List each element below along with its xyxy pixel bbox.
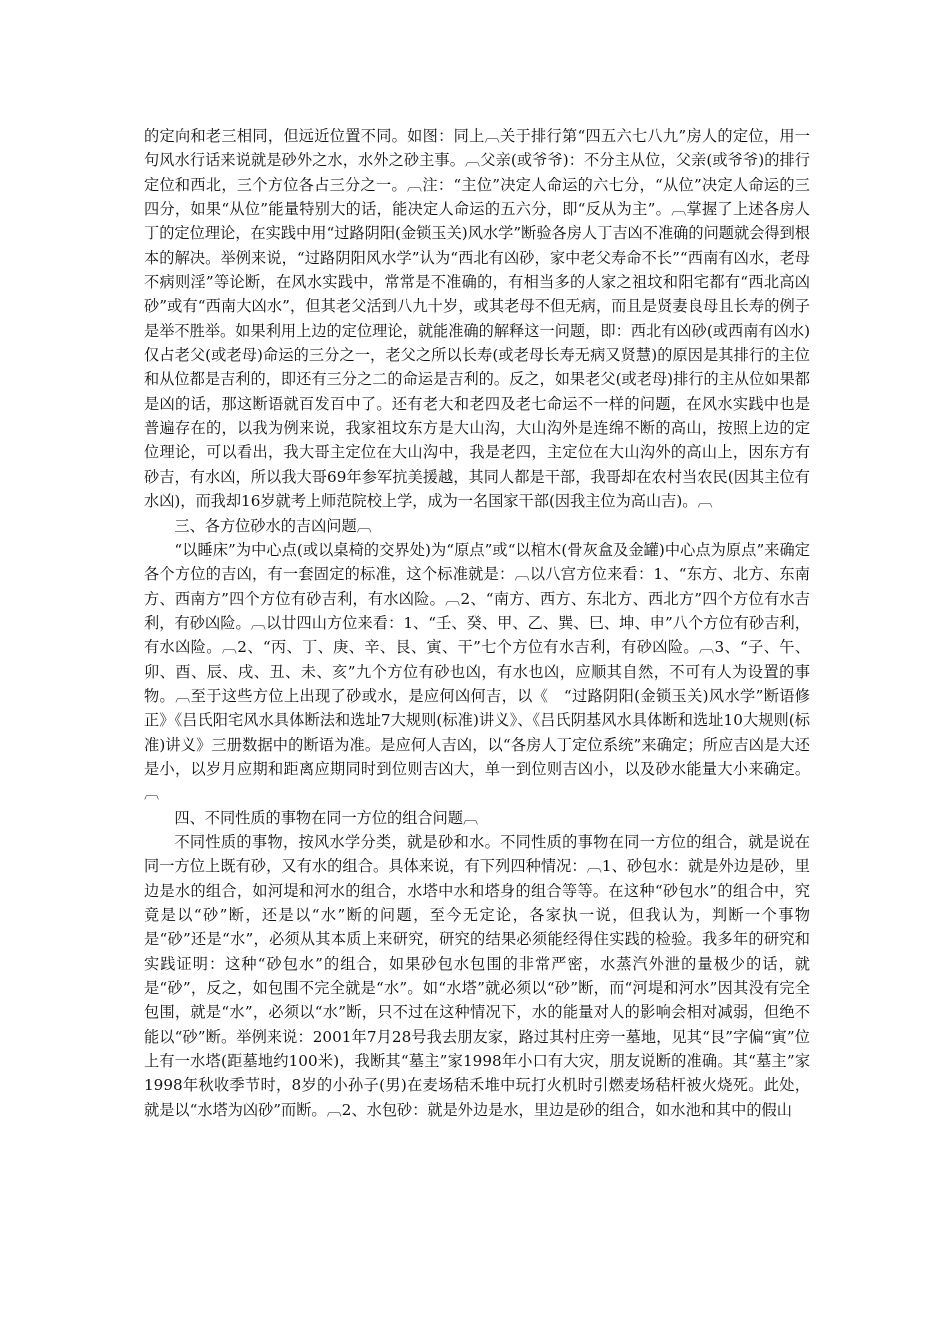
heading-section-4: 四、不同性质的事物在同一方位的组合问题︹ (174, 808, 479, 827)
paragraph-direction-standards: “以睡床”为中心点(或以桌椅的交界处)为“原点”或“以棺木(骨灰盒及金罐)中心点为原点”来确定各个方位的吉凶，有一套固定的标准，这个标准就是：︹以八宫方位来看：1、“东方、北方、东南方、西南方”四个方位有砂吉利，有水凶险。︹2、“南方、西方、东北方、西北方”四个方位有水吉利，有砂凶险。︹以廿四山方位来看：1、“壬、癸、甲、乙、巽、巳、坤、申”八个方位有砂吉利，有水凶险。︹2、“丙、丁、庚、辛、艮、寅、干”七个方位有水吉利，有砂凶险。︹3、“子、午、卯、酉、辰、戌、丑、未、亥”九个方位有砂也凶，有水也凶，应顺其自然，不可有人为设置的事物。︹至于这些方位上出现了砂或水，是应何凶何吉，以《 “过路阴阳(金锁玉关)风水学”断语修正》《吕氏阳宅风水具体断法和选址7大规则(标准)讲义》、《吕氏阴基风水具体断和选址10大规则(标准)讲义》三册数据中的断语为准。是应何人吉凶，以“各房人丁定位系统”来确定；所应吉凶是大还是小，以岁月应期和距离应期同时到位则吉凶大，单一到位则吉凶小，以及砂水能量大小来确定。︹ (144, 540, 810, 803)
paragraph-combinations: 不同性质的事物，按风水学分类，就是砂和水。不同性质的事物在同一方位的组合，就是说在同一方位上既有砂，又有水的组合。具体来说，有下列四种情况：︹1、砂包水：就是外边是砂，里边是水的组合，如河堤和河水的组合，水塔中水和塔身的组合等等。在这种“砂包水”的组合中，究竟是以“砂”断，还是以“水”断的问题，至今无定论，各家执一说，但我认为，判断一个事物是“砂”还是“水”，必须从其本质上来研究，研究的结果必须能经得住实践的检验。我多年的研究和实践证明：这种“砂包水”的组合，如果砂包水包围的非常严密，水蒸汽外泄的量极少的话，就是“砂”，反之，如包围不完全就是“水”。如“水塔”就必须以“砂”断，而“河堤和河水”因其没有完全包围，就是“水”，必须以“水”断，只不过在这种情况下，水的能量对人的影响会相对减弱，但绝不能以“砂”断。举例来说：2001年7月28号我去朋友家，路过其村庄旁一墓地，见其“艮”字偏“寅”位上有一水塔(距墓地约100米)，我断其“墓主”家1998年小口有大灾，朋友说断的准确。其“墓主”家1998年秋收季节时，8岁的小孙子(男)在麦场秸禾堆中玩打火机时引燃麦场秸杆被火烧死。此处，就是以“水塔为凶砂”而断。︹2、水包砂：就是外边是水，里边是砂的组合，如水池和其中的假山 (144, 832, 810, 1119)
document-body (144, 124, 810, 1122)
heading-section-3: 三、各方位砂水的吉凶问题︹ (174, 516, 372, 535)
paragraph-room-positions: 的定向和老三相同，但远近位置不同。如图：同上︹关于排行第“四五六七八九”房人的定位，用一句风水行话来说就是砂外之水，水外之砂主事。︹父亲(或爷爷)：不分主从位，父亲(或爷爷)的排行定位和西北，三个方位各占三分之一。︹注：“主位”决定人命运的六七分，“从位”决定人命运的三四分，如果“从位”能量特别大的话，能决定人命运的五六分，即“反从为主”。︹掌握了上述各房人丁的定位理论，在实践中用“过路阴阳(金锁玉关)风水学”断验各房人丁吉凶不准确的问题就会得到根本的解决。举例来说，“过路阴阳风水学”认为“西北有凶砂，家中老父寿命不长”“西南有凶水，老母不病则淫”等论断，在风水实践中，常常是不准确的，有相当多的人家之祖坟和阳宅都有“西北高凶砂”或有“西南大凶水”，但其老父活到八九十岁，或其老母不但无病，而且是贤妻良母且长寿的例子是举不胜举。如果利用上边的定位理论，就能准确的解释这一问题，即：西北有凶砂(或西南有凶水)仅占老父(或老母)命运的三分之一，老父之所以长寿(或老母长寿无病又贤慧)的原因是其排行的主位和从位都是吉利的，即还有三分之二的命运是吉利的。反之，如果老父(或老母)排行的主从位如果都是凶的话，那这断语就百发百中了。还有老大和老四及老七命运不一样的问题，在风水实践中也是普遍存在的，以我为例来说，我家祖坟东方是大山沟，大山沟外是连绵不断的高山，按照上边的定位理论，可以看出，我大哥主定位在大山沟中，我是老四，主定位在大山沟外的高山上，因东方有砂吉，有水凶，所以我大哥69年参军抗美援越，其同人都是干部，我哥却在农村当农民(因其主位有水凶)，而我却16岁就考上师范院校上学，成为一名国家干部(因我主位为高山吉)。︹ (144, 127, 810, 511)
